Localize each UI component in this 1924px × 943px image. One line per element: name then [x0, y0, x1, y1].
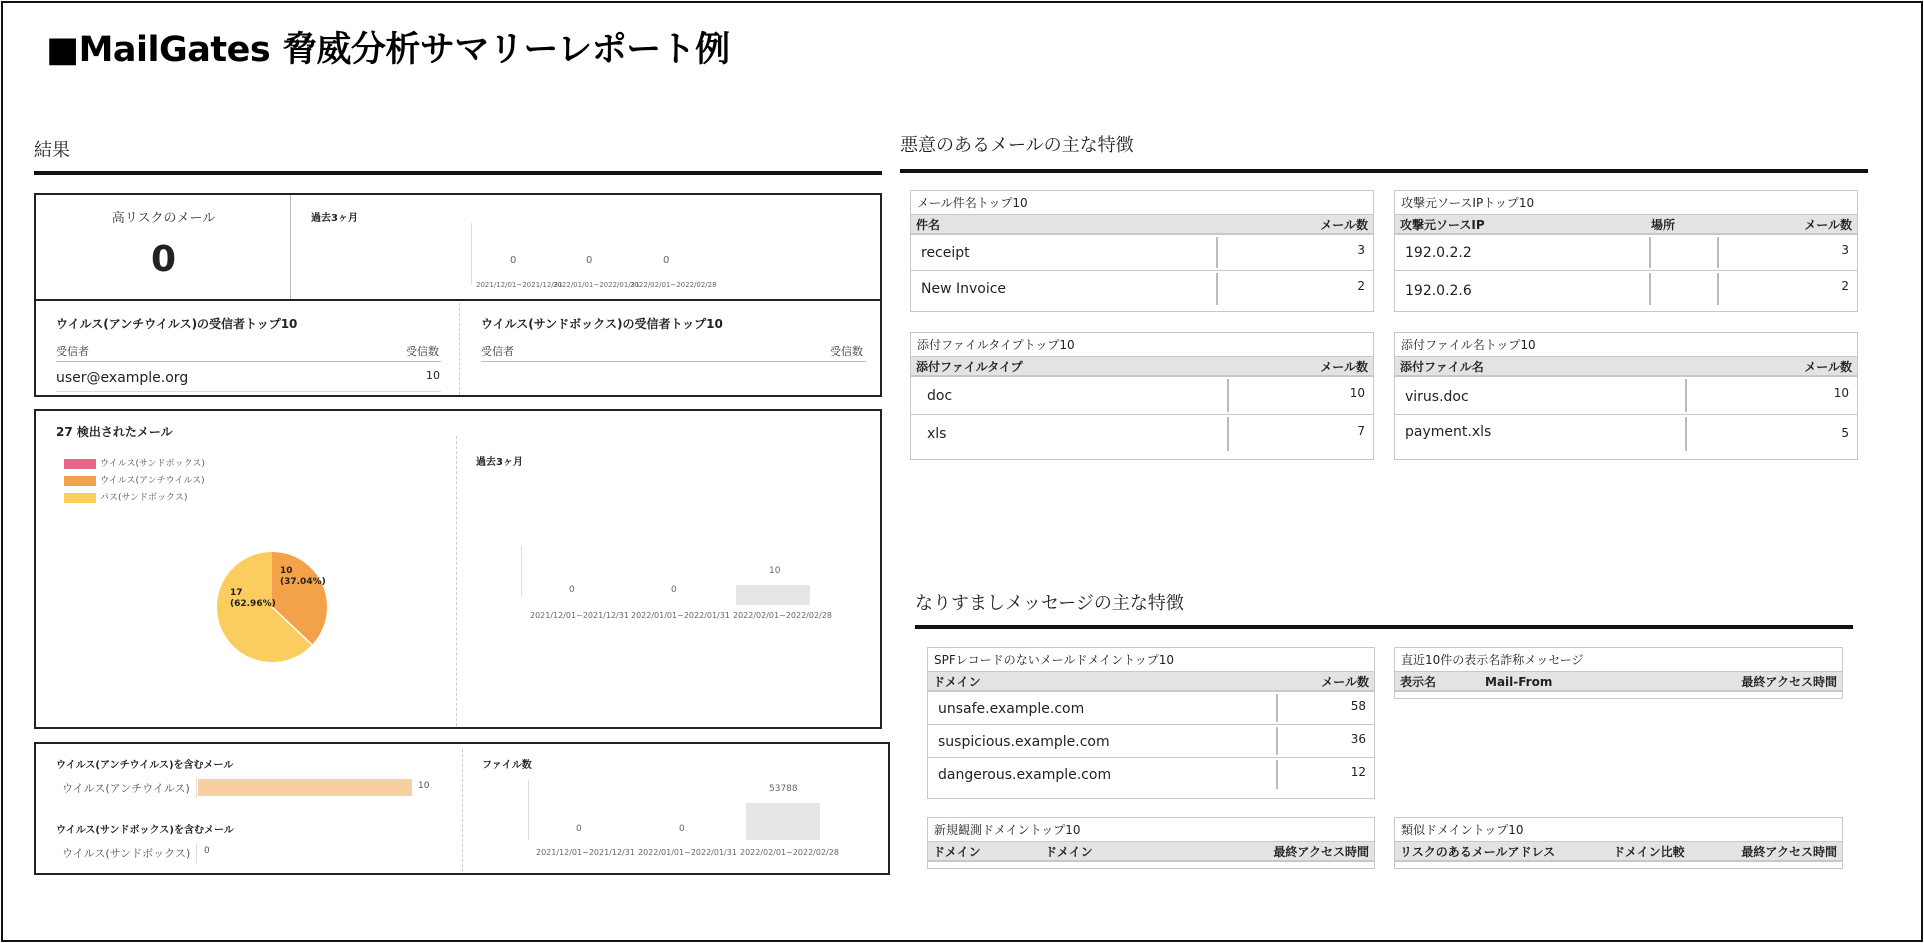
table-row — [911, 235, 1373, 271]
ip-count: 3 — [1841, 243, 1849, 257]
high-risk-value: 0 — [150, 239, 177, 280]
ftype-count: 7 — [1357, 424, 1365, 438]
detected-bar-feb — [736, 585, 810, 605]
av-recipient-email: user@example.org — [56, 370, 189, 386]
similar-col2: ドメイン比較 — [1613, 845, 1685, 859]
newdomain-header — [928, 842, 1374, 862]
table-row — [1395, 271, 1857, 307]
sb-mail-label: ウイルス(サンドボックス) — [62, 847, 191, 860]
row-separator — [1717, 273, 1719, 305]
ip-count: 2 — [1841, 279, 1849, 293]
row-separator — [1216, 237, 1218, 268]
av-mail-axis — [196, 778, 197, 798]
av-recipients-title: ウイルス(アンチウイルス)の受信者トップ10 — [56, 317, 298, 331]
pie-label-antivirus — [280, 566, 326, 588]
mini-chart-value: 0 — [663, 255, 670, 266]
new-domain-table — [927, 817, 1375, 869]
display-header — [1395, 672, 1842, 692]
display-col1: 表示名 — [1400, 675, 1437, 689]
result-rule — [34, 171, 882, 175]
similar-header — [1395, 842, 1842, 862]
mini-chart-period: 2022/02/01~2022/02/28 — [630, 281, 717, 289]
spf-header — [928, 672, 1374, 692]
legend-swatch-sandbox-virus — [64, 459, 96, 469]
spf-col1: ドメイン — [933, 675, 981, 689]
subject-count: 2 — [1357, 279, 1365, 293]
mini-chart-period-label: 過去3ヶ月 — [311, 213, 358, 224]
row-separator — [1649, 273, 1651, 305]
pie-label-antivirus-count: 10 — [280, 566, 293, 576]
detected-title: 27 検出されたメール — [56, 425, 173, 439]
subjects-table — [910, 190, 1374, 312]
row-separator — [1227, 379, 1229, 412]
display-caption: 直近10件の表示名詐称メッセージ — [1395, 648, 1842, 672]
detected-bar-period: 2022/01/01~2022/01/31 — [631, 611, 730, 620]
table-row — [911, 377, 1373, 415]
row-separator — [1685, 417, 1687, 451]
page-title: ■MailGates 脅威分析サマリーレポート例 — [46, 30, 730, 70]
subjects-col2: メール数 — [1320, 218, 1368, 232]
spf-domain: dangerous.example.com — [938, 767, 1112, 783]
spf-count: 12 — [1350, 765, 1366, 779]
ip-address: 192.0.2.6 — [1405, 283, 1472, 299]
detected-divider — [456, 436, 457, 726]
spf-count: 36 — [1350, 732, 1366, 746]
spf-count: 58 — [1350, 699, 1366, 713]
sb-recipients-header-line — [481, 361, 866, 362]
file-name-table — [1394, 332, 1858, 460]
table-row — [911, 415, 1373, 453]
spf-table — [927, 647, 1375, 799]
legend-label: ウイルス(アンチウイルス) — [100, 476, 205, 486]
spoof-section-title: なりすましメッセージの主な特徴 — [915, 593, 1184, 614]
row-separator — [1276, 694, 1278, 722]
files-divider — [462, 749, 463, 872]
fname-count: 5 — [1841, 426, 1849, 440]
spf-domain: suspicious.example.com — [938, 734, 1110, 750]
files-bar-period: 2022/02/01~2022/02/28 — [740, 848, 839, 857]
table-row — [1395, 235, 1857, 271]
av-mail-label: ウイルス(アンチウイルス) — [62, 782, 190, 795]
spf-col2: メール数 — [1321, 675, 1369, 689]
table-row — [928, 758, 1374, 791]
pie-label-pass — [230, 588, 276, 610]
fname-caption: 添付ファイル名トップ10 — [1395, 333, 1857, 357]
summary-box — [34, 193, 882, 397]
spf-caption: SPFレコードのないメールドメイントップ10 — [928, 648, 1374, 672]
ftype-col1: 添付ファイルタイプ — [916, 360, 1023, 374]
ftype-col2: メール数 — [1320, 360, 1368, 374]
av-mail-value: 10 — [418, 781, 430, 791]
subject-name: New Invoice — [921, 281, 1007, 297]
row-separator — [1685, 379, 1687, 412]
av-mail-title: ウイルス(アンチウイルス)を含むメール — [56, 760, 234, 771]
ip-header — [1395, 215, 1857, 235]
similar-col1: リスクのあるメールアドレス — [1400, 845, 1556, 859]
files-bar-value: 53788 — [769, 784, 798, 794]
files-bar-period: 2021/12/01~2021/12/31 — [536, 848, 635, 857]
av-recipients-header-line — [56, 361, 441, 362]
detected-bar-value: 0 — [671, 585, 677, 595]
file-type-table — [910, 332, 1374, 460]
row-separator — [1276, 760, 1278, 789]
files-bar-value: 0 — [576, 824, 582, 834]
ftype-header — [911, 357, 1373, 377]
mini-chart-axis — [471, 223, 472, 285]
table-row — [928, 725, 1374, 758]
legend-label: パス(サンドボックス) — [100, 493, 188, 503]
mini-chart-value: 0 — [510, 255, 517, 266]
row-separator — [1227, 417, 1229, 451]
newdomain-col3: 最終アクセス時間 — [1273, 845, 1369, 859]
ftype-caption: 添付ファイルタイプトップ10 — [911, 333, 1373, 357]
mini-chart-period: 2022/01/01~2022/01/31 — [553, 281, 640, 289]
table-row — [1395, 377, 1857, 415]
malicious-rule — [900, 169, 1868, 173]
detected-bar-period: 2021/12/01~2021/12/31 — [530, 611, 629, 620]
sb-recipients-title: ウイルス(サンドボックス)の受信者トップ10 — [481, 317, 723, 331]
virus-mail-box — [34, 742, 890, 875]
ip-col2: 場所 — [1651, 218, 1676, 232]
ftype-count: 10 — [1349, 386, 1365, 400]
similar-col3: 最終アクセス時間 — [1741, 845, 1837, 859]
fname-name: payment.xls — [1405, 424, 1492, 440]
row-separator — [1276, 727, 1278, 755]
subject-name: receipt — [921, 245, 970, 261]
summary-divider — [36, 299, 880, 301]
table-row — [928, 692, 1374, 725]
subjects-header — [911, 215, 1373, 235]
detected-bar-period: 2022/02/01~2022/02/28 — [733, 611, 832, 620]
spoof-rule — [915, 625, 1853, 629]
row-separator — [1717, 237, 1719, 268]
ip-col1: 攻撃元ソースIP — [1400, 218, 1485, 232]
display-col3: 最終アクセス時間 — [1741, 675, 1837, 689]
malicious-section-title: 悪意のあるメールの主な特徴 — [900, 135, 1134, 156]
files-bar-period: 2022/01/01~2022/01/31 — [638, 848, 737, 857]
legend-swatch-antivirus-virus — [64, 476, 96, 486]
detected-past3-label: 過去3ヶ月 — [476, 457, 523, 468]
sb-mail-axis — [196, 843, 197, 863]
fname-col2: メール数 — [1804, 360, 1852, 374]
ftype-name: xls — [927, 426, 947, 442]
sb-recipients-col1: 受信者 — [481, 345, 514, 358]
av-mail-bar — [198, 779, 412, 796]
ip-caption: 攻撃元ソースIPトップ10 — [1395, 191, 1857, 215]
display-name-table — [1394, 647, 1843, 699]
sb-mail-value: 0 — [204, 846, 210, 856]
subjects-col1: 件名 — [916, 218, 941, 232]
av-recipients-col2: 受信数 — [406, 345, 439, 358]
row-separator — [1649, 237, 1651, 268]
sb-recipients-col2: 受信数 — [830, 345, 863, 358]
files-title: ファイル数 — [482, 760, 532, 771]
ip-address: 192.0.2.2 — [1405, 245, 1472, 261]
mini-chart-value: 0 — [586, 255, 593, 266]
fname-count: 10 — [1833, 386, 1849, 400]
display-col2: Mail-From — [1485, 675, 1553, 689]
ip-col3: メール数 — [1804, 218, 1852, 232]
detected-bar-value: 10 — [769, 566, 781, 576]
spf-domain: unsafe.example.com — [938, 701, 1085, 717]
detected-box — [34, 409, 882, 729]
subject-count: 3 — [1357, 243, 1365, 257]
files-bar-feb — [746, 803, 820, 840]
mini-chart-period: 2021/12/01~2021/12/31 — [476, 281, 563, 289]
fname-header — [1395, 357, 1857, 377]
mini-chart — [436, 223, 717, 293]
newdomain-col1: ドメイン — [933, 845, 981, 859]
table-row — [911, 271, 1373, 307]
result-section-title: 結果 — [34, 140, 70, 161]
source-ip-table — [1394, 190, 1858, 312]
sb-mail-title: ウイルス(サンドボックス)を含むメール — [56, 825, 234, 836]
files-bar-value: 0 — [679, 824, 685, 834]
fname-name: virus.doc — [1405, 389, 1469, 405]
av-recipients-col1: 受信者 — [56, 345, 89, 358]
legend-label: ウイルス(サンドボックス) — [100, 459, 205, 469]
subjects-caption: メール件名トップ10 — [911, 191, 1373, 215]
fname-col1: 添付ファイル名 — [1400, 360, 1484, 374]
av-recipients-row-line — [56, 391, 441, 392]
ftype-name: doc — [927, 388, 953, 404]
pie-label-antivirus-pct: (37.04%) — [280, 577, 326, 587]
similar-domain-table — [1394, 817, 1843, 869]
high-risk-panel — [36, 195, 291, 301]
newdomain-caption: 新規観測ドメイントップ10 — [928, 818, 1374, 842]
recipients-divider — [459, 303, 460, 395]
similar-caption: 類似ドメイントップ10 — [1395, 818, 1842, 842]
pie-label-pass-pct: (62.96%) — [230, 599, 276, 609]
table-row — [1395, 415, 1857, 453]
av-recipient-count: 10 — [426, 369, 440, 382]
detected-bar-value: 0 — [569, 585, 575, 595]
newdomain-col2: ドメイン — [1045, 845, 1093, 859]
row-separator — [1216, 273, 1218, 305]
high-risk-label: 高リスクのメール — [111, 211, 216, 226]
legend-swatch-sandbox-pass — [64, 493, 96, 503]
pie-label-pass-count: 17 — [230, 588, 243, 598]
